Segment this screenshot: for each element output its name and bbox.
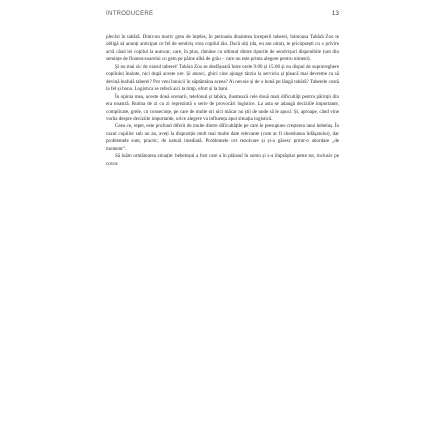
paragraph: În opinia mea, aceste două scenarii, telefonul și tabăra, ilustrează cele două mari dificultăți pentru părinții din era noastră. Rutina de zi cu zi reprezintă o serie de provocări logistice. La asta se adaugă deciziile importante, complicate, grele, cu consecințe, pe care de multe ori nici măcar nu știi de unde să le apuci. Și, aproape, când vine vorba despre deciziile importante, orice alegere va influența apoi situația logistică. — [106, 93, 339, 122]
paragraph: Ceea ce, repet, este profund diferit de multe dintre dificultățile pe care le presupune creșterea unui bebeluș. În cazul copiilor sub un an, aveți la dispoziție mult mai multe date relevante (cum ar fi chestiunea înfășatului), dar problemele sunt, practic, de natură imediată. Problemele cer rezolvare și și-o găsesc printr-o abordare „de moment”. — [106, 123, 339, 152]
running-head — [106, 10, 339, 17]
body-text — [106, 34, 339, 168]
page-number: 13 — [331, 10, 339, 17]
paragraph: Să luăm următoarea situație: bebelușul a fost care a în plânsul în somn și s-a împrăștiat peste tot, inclusiv pe covor. — [106, 153, 339, 167]
section-title: INTRODUCERE — [106, 11, 154, 17]
paragraph: plecări în tabără. Dintr-un motiv greu de înțeles, în perioada dinaintea începerii taberei, faimoasa Tabără Zoo te obligă să anunți anticipat ce fel de sendviș vrea copilul tău. Dacă uiți (da, eu am uitat), te pricopsești cu o privire acră când iei copilul la autocar, care, în plus, rămâne cu ultimul dintre tipurile de sendvișuri disponibile (unt din semințe de floarea-soarelui cu gem pe pâine albă de grâu – care nu este prima alegere pentru nimeni). — [106, 34, 339, 63]
paragraph: Și nu mai zic de orarul taberei! Tabăra Zoo se desfășoară între orele 9:00 și 15:00 și nu dispui de supraveghere copilului înainte, nici după aceste ore. Și atunci, ghici cine ajunge târziu la serviciu și pleacă mai devreme ca să devină leafulă taberei? Pot veni bunicii în săptămâna aceea? Ai nevoie și de o bonă pe lângă tabără? Taberele costă la fel și bona. Logistica se referă aici la timp, efort și la bani. — [106, 63, 339, 93]
